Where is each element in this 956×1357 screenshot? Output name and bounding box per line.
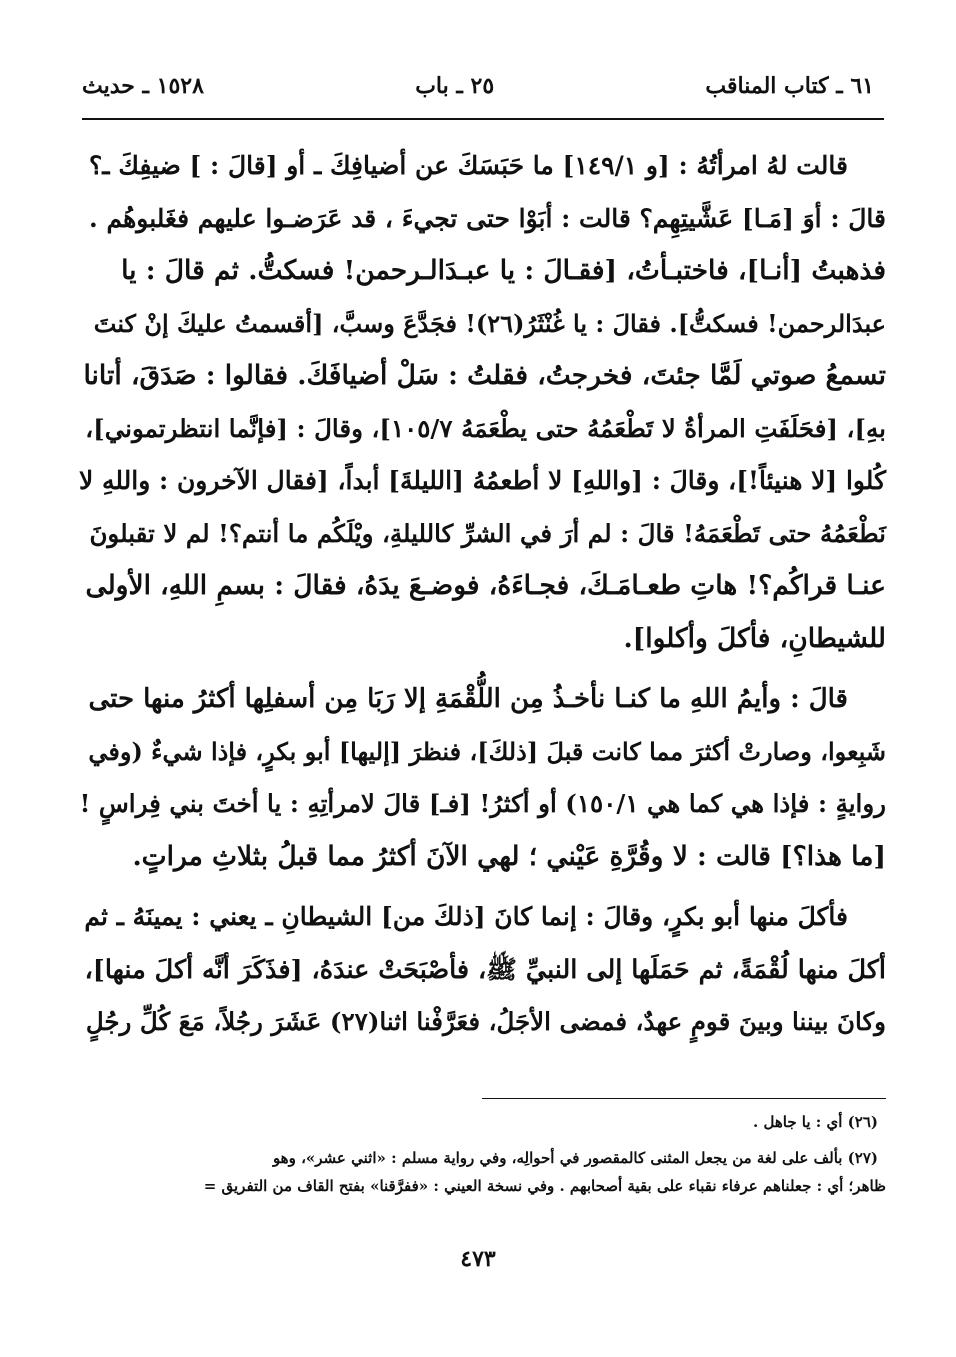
footnotes — [80, 1108, 886, 1200]
header-section: ٢٥ ـ باب — [415, 73, 495, 99]
text-line: فذهبتُ [أنـا]، فاختبـأتُ، [فقـالَ : يا عبـدَالـرحمن! فسكتُّ. ثم قالَ : يا — [121, 255, 886, 286]
main-text — [78, 140, 886, 1049]
text-line: عبدَالرحمن! فسكتُّ]. فقالَ : يا غُنْثَرُ(٢٦)! فجَدَّعَ وسبَّ، [أقسمتُ عليكَ إنْ كنتَ — [93, 308, 886, 338]
text-line: عنـا قراكُم؟! هاتِ طعـامَـكَ، فجـاءَهُ، فوضـعَ يدَهُ، فقالَ : بسمِ اللهِ، الأولى — [85, 570, 886, 601]
header-hadith-number: ١٥٢٨ ـ حديث — [82, 73, 204, 99]
text-line: قالت لهُ امرأتُهُ : [و ١٤٩/١] ما حَبَسَكَ عن أضيافِكَ ـ أو [قالَ : ] ضيفِكَ ـ؟ — [89, 151, 848, 180]
text-line: قالَ : وأيمُ اللهِ ما كنـا نأخـذُ مِن اللُّقْمَةِ إلا رَبَا مِن أسفلِها أكثرُ منها حتى — [88, 684, 848, 714]
paragraph-3 — [78, 891, 886, 1049]
footnote-27: (٢٧) بألف على لغة من يجعل المثنى كالمقصور في أحوالِه، وفي رواية مسلم : «اثني عشر»، وهو — [272, 1149, 878, 1167]
header-chapter: ٦١ ـ كتاب المناقب — [705, 73, 874, 99]
footnote-27-continued: ظاهر؛ أي : جعلناهم عرفاء نقباء على بقية أصحابهم . وفي نسخة العيني : «ففرَّقنا» بفتح القاف من التفريق = — [203, 1177, 886, 1195]
footnote-gap — [80, 1136, 886, 1144]
page-number: ٤٧٣ — [460, 1246, 496, 1272]
footnote-26: (٢٦) أي : يا جاهل . — [753, 1113, 878, 1131]
text-line: أكلَ منها لُقْمَةً، ثم حَمَلَها إلى النبيِّ ﷺ، فأصْبَحَتْ عندَهُ، [فذَكَرَ أنَّه أكلَ منها]، — [84, 954, 886, 985]
paragraph-1 — [78, 140, 886, 665]
text-line: للشيطانِ، فأكلَ وأكلوا]. — [623, 622, 886, 654]
text-line: كُلوا [لا هنيئاً!]، وقالَ : [واللهِ] لا أطعمُهُ [الليلةَ] أبداً، [فقال الآخرون : واللهِ لا — [79, 466, 886, 495]
running-header — [82, 66, 874, 106]
header-rule — [82, 118, 884, 120]
text-line: نَطْعَمُهُ حتى تَطْعَمَهُ! قالَ : لم أرَ في الشرِّ كالليلةِ، ويْلَكُم ما أنتم؟! لم لا تقبلونَ — [89, 518, 886, 548]
footnote-rule — [482, 1098, 886, 1099]
text-line: تسمعُ صوتي لَمَّا جئتَ، فخرجتُ، فقلتُ : سَلْ أضيافَكَ. فقالوا : صَدَقَ، أتانا — [83, 360, 886, 391]
paragraph-2 — [78, 673, 886, 883]
text-line: وكانَ بيننا وبينَ قومٍ عهدٌ، فمضى الأجَلُ، فعَرَّفْنا اثنا(٢٧) عَشَرَ رجُلاً، مَعَ كُلِّ رجُلٍ — [85, 1007, 886, 1036]
text-line: قالَ : أوَ [مَـا] عَشَّيتِهِم؟ قالت : أبَوْا حتى تجيءَ ، قد عَرَضـوا عليهم فغَلبوهُم . — [89, 203, 886, 233]
text-line: [ما هذا؟] قالت : لا وقُرَّةِ عَيْني ؛ لهي الآنَ أكثرُ مما قبلُ بثلاثِ مراتٍ. — [132, 840, 886, 872]
text-line: بهِ]، [فحَلَفَتِ المرأةُ لا تَطْعَمُهُ حتى يطْعَمَهُ ١٠٥/٧]، وقالَ : [فإنَّما انتظرتموني]، — [85, 413, 886, 443]
text-line: فأكلَ منها أبو بكرٍ، وقالَ : إنما كانَ [ذلكَ من] الشيطانِ ـ يعني : يمينَهُ ـ ثم — [84, 902, 848, 931]
text-line: روايةٍ : فإذا هي كما هي ١٥٠/١) أو أكثرُ! [فـ] قالَ لامرأتِهِ : يا أختَ بني فِراسٍ ! — [79, 789, 886, 818]
text-line: شَبِعوا، وصارتْ أكثرَ مما كانت قبلَ [ذلكَ]، فنظرَ [إليها] أبو بكرٍ، فإذا شيءٌ (وفي — [88, 736, 886, 766]
